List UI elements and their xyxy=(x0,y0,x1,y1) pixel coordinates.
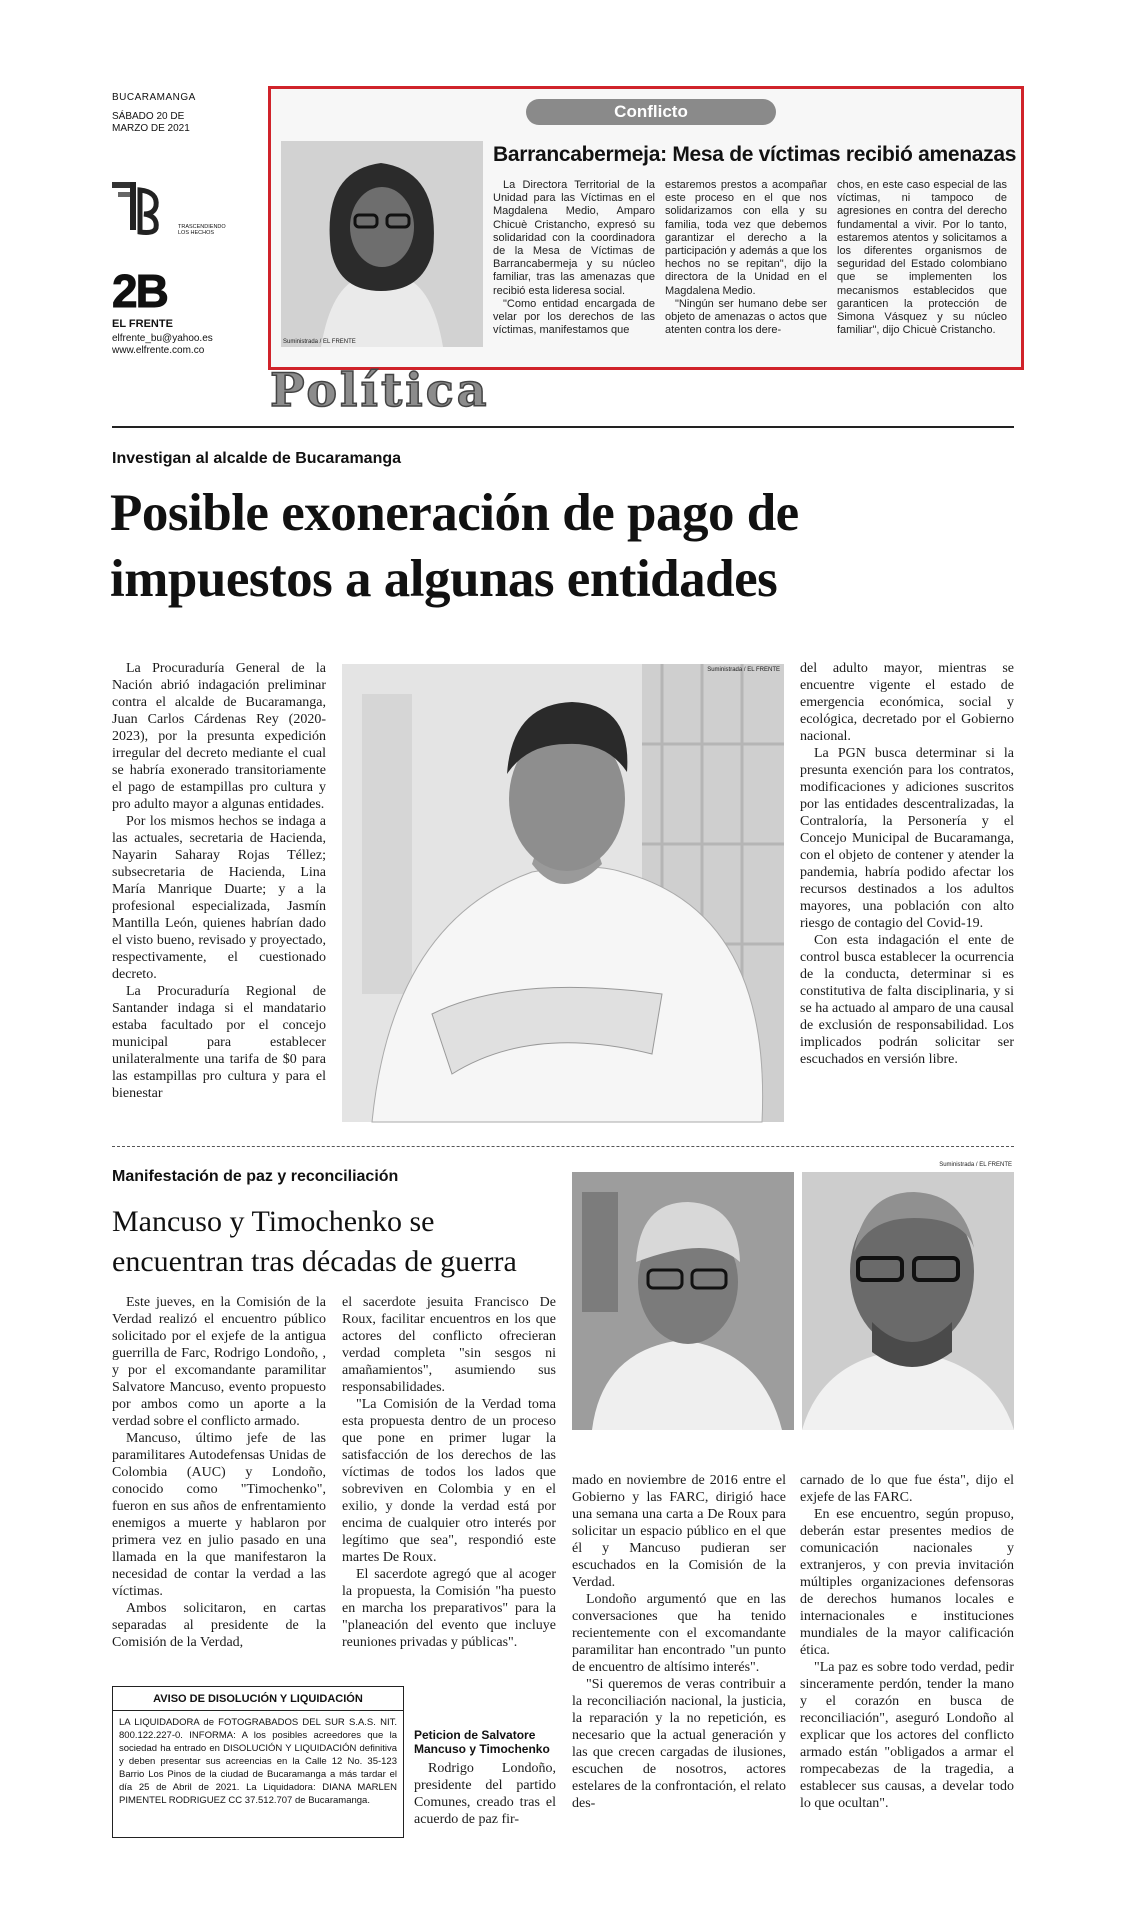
mayor-photo xyxy=(342,664,784,1122)
notice-body: LA LIQUIDADORA de FOTOGRABADOS DEL SUR S.A.S. NIT. 800.122.227-0. INFORMA: A los posibles acreedores que la sociedad ha entrado en DISOLUCIÓN Y LIQUIDACIÓN definitiva y deben presentar sus acreencias en la Calle 12 No. 35-123 Barrio Los Pinos de la ciudad de Bucaramanga a más tardar el día 25 de Abril de 2021. La Liquidadora: DIANA MARLEN PIMENTEL RODRIGUEZ CC 37.512.707 de Bucaramanga. xyxy=(119,1717,397,1806)
article2-col-1 xyxy=(112,1294,326,1651)
article2-col-2 xyxy=(342,1294,556,1651)
article2-paragraph: Rodrigo Londoño, presidente del partido Comunes, creado tras el acuerdo de paz fir- xyxy=(414,1761,556,1827)
victim-photo xyxy=(281,141,483,347)
logo-tagline: TRASCENDIENDO LOS HECHOS xyxy=(178,224,226,236)
notice-title: AVISO DE DISOLUCIÓN Y LIQUIDACIÓN xyxy=(113,1687,403,1711)
article2-paragraph: Este jueves, en la Comisión de la Verdad realizó el encuentro público solicitado por el exjefe de la antigua guerrilla de Farc, Rodrigo Londoño, , y por el excomandante paramilitar Salvatore Mancuso, evento propuesto por ambos como un aporte a la verdad sobre el conflicto armado. xyxy=(112,1295,326,1429)
article2-paragraph: Ambos solicitaron, en cartas separadas al presidente de la Comisión de la Verdad, xyxy=(112,1601,326,1650)
person-photo-icon xyxy=(572,1172,794,1430)
article1-paragraph: Con esta indagación el ente de control busca establecer la ocurrencia de la conducta, determinar si es constitutiva de falta disciplinaria, y si se ha actuado al amparo de una causal de exclusión de responsabilidad. Los implicados podrán solicitar ser escuchados en versión libre. xyxy=(800,933,1014,1067)
conflict-headline: Barrancabermeja: Mesa de víctimas recibió amenazas xyxy=(493,143,1017,166)
timochenko-photo xyxy=(572,1172,794,1430)
conflict-col-1 xyxy=(493,179,655,337)
conflict-col-3 xyxy=(837,179,1007,337)
article2-paragraph: Mancuso, último jefe de las paramilitares Autodefensas Unidas de Colombia (AUC) y Londoño, conocido como "Timochenko", fueron en sus años de enfrentamiento enemigos a muerte y hablaron por primera vez en julio pasado en una llamada en la que manifestaron la necesidad de contar la verdad a las víctimas. xyxy=(112,1431,326,1599)
newspaper-logo xyxy=(112,178,242,238)
article2-paragraph: el sacerdote jesuita Francisco De Roux, facilitar encuentros en los que actores del conflicto ofrecieran verdad completa "sin sesgos ni amañamientos", asumiendo sus responsabilidades. xyxy=(342,1295,556,1395)
article2-paragraph: Londoño argumentó que en las conversaciones que ha tenido recientemente con el excomandante paramilitar han encontrado "un punto de encuentro de altísimo interés". xyxy=(572,1592,786,1675)
article2-paragraph: "La Comisión de la Verdad toma esta propuesta dentro de un proceso que pone en primer lugar la satisfacción de los derechos de las víctimas de todos los lados que sobreviven en Colombia y en el exilio, y donde la verdad está por encima de cualquier otro interés por legítimo que sea", respondió este martes De Roux. xyxy=(342,1397,556,1565)
conflict-box xyxy=(268,86,1024,370)
article1-paragraph: del adulto mayor, mientras se encuentre vigente el estado de emergencia económica, social y ecológica, decretado por el Gobierno nacional. xyxy=(800,661,1014,744)
masthead xyxy=(112,92,262,135)
article2-col-3 xyxy=(572,1472,786,1812)
person-photo-icon xyxy=(342,664,784,1122)
article1-paragraph: La Procuraduría Regional de Santander indaga si el mandatario estaba facultado por el concejo municipal para establecer unilateralmente una tarifa de $0 para las estampillas pro cultura y para el bienestar xyxy=(112,984,326,1101)
article2-kicker: Manifestación de paz y reconciliación xyxy=(112,1168,399,1185)
article2-paragraph: "Si queremos de veras contribuir a la reconciliación nacional, la justicia, la reparación y la no repetición, es necesario que la actual generación y las que crecen cargadas de ilusiones, escuchen de nosotros, actores estelares de la confrontación, el relato des- xyxy=(572,1677,786,1811)
mancuso-photo xyxy=(802,1162,1014,1430)
conflict-paragraph: "Como entidad encargada de velar por los derechos de las víctimas, manifestamos que xyxy=(493,297,655,337)
conflict-paragraph: estaremos prestos a acompañar este proceso en el que nos solidarizamos con ella y su familia, toda vez que debemos garantizar el derecho a la participación y además a que los hechos no se repitan", dijo la directora de la Unidad en el Magdalena Medio. xyxy=(665,179,827,297)
article2-paragraph: En ese encuentro, según propuso, deberán estar presentes medios de comunicación nacionales y extranjeros, y con previa invitación múltiples organizaciones defensoras de derechos humanos locales e internacionales e instituciones mundiales de la mayor calificación ética. xyxy=(800,1507,1014,1658)
masthead-city: BUCARAMANGA xyxy=(112,92,196,103)
article2-col-4 xyxy=(800,1472,1014,1812)
article1-paragraph: La PGN busca determinar si la presunta exención para los contratos, modificaciones y adiciones suscritos por las entidades descentralizadas, la Contraloría, la Personería y el Concejo Municipal de Bucaramanga, con el objeto de contener y atender la pandemia, habría podido afectar los recursos destinados a los adultos mayores, una población con alto riesgo de contagio del Covid-19. xyxy=(800,746,1014,931)
article2-paragraph: mado en noviembre de 2016 entre el Gobierno y las FARC, dirigió hace una semana una carta a De Roux para solicitar un espacio público en el que él y Mancuso pudieran ser escuchados en la Comisión de la Verdad. xyxy=(572,1473,786,1590)
article2-col-2b xyxy=(414,1760,556,1828)
article1-col-1 xyxy=(112,660,326,1102)
article2-paragraph: El sacerdote agregó que al acoger la propuesta, la Comisión "ha puesto en marcha los preparativos" para la "planeación del evento que incluye reuniones privadas y públicas". xyxy=(342,1567,556,1650)
liquidation-notice xyxy=(112,1686,404,1838)
person-photo-icon xyxy=(281,141,483,347)
conflict-paragraph: "Ningún ser humano debe ser objeto de amenazas o actos que atenten contra los dere- xyxy=(665,297,827,337)
person-photo-icon xyxy=(802,1172,1014,1430)
contact-email: elfrente_bu@yahoo.es xyxy=(112,333,213,344)
conflict-paragraph: La Directora Territorial de la Unidad para las Víctimas en el Magdalena Medio, Amparo Chicuè Cristancho, expresó su solidaridad con la coordinadora de la Mesa de Víctimas de Barrancabermeja y su núcleo familiar, tras las amenazas que recibió esta lideresa social. xyxy=(493,179,655,297)
article1-paragraph: La Procuraduría General de la Nación abrió indagación preliminar contra el alcalde de Bucaramanga, Juan Carlos Cárdenas Rey (2020-2023), por la presunta expedición irregular del decreto mediante el cual se habría exonerado transitoriamente el pago de estampillas pro cultura y pro adulto mayor a algunas entidades. xyxy=(112,661,326,812)
article1-paragraph: Por los mismos hechos se indaga a las actuales, secretaria de Hacienda, Nayarin Saharay Rojas Téllez; subsecretaria de Hacienda, Lina María Manrique Duarte; y a la profesional especializada, Jasmín Mantilla León, quienes habrían dado el visto bueno, revisado y proyectado, respectivamente, el cuestionado decreto. xyxy=(112,814,326,982)
article2-paragraph: carnado de lo que fue ésta", dijo el exjefe de las FARC. xyxy=(800,1473,1014,1505)
contact-website: www.elfrente.com.co xyxy=(112,345,205,356)
conflict-col-2 xyxy=(665,179,827,337)
article1-kicker: Investigan al alcalde de Bucaramanga xyxy=(112,450,402,467)
conflict-photo-credit: Suministrada / EL FRENTE xyxy=(283,339,356,345)
conflict-paragraph: chos, en este caso especial de las víctimas, ni tampoco de agresiones en contra del derecho fundamental a vivir. Por lo tanto, estaremos atentos y solicitamos a los diferentes organismos de seguridad del Estado colombiano que se implementen los mecanismos establecidos que garanticen la protección de Simona Vásquez y su núcleo familiar", dijo Chicuè Cristancho. xyxy=(837,179,1007,337)
article1-col-2 xyxy=(800,660,1014,1068)
article2-photo-credit: Suministrada / EL FRENTE xyxy=(939,1162,1012,1168)
section-title: Política xyxy=(270,363,490,417)
article2-subheading: Peticion de Salvatore Mancuso y Timochenko xyxy=(414,1728,550,1756)
article1-photo-credit: Suministrada / EL FRENTE xyxy=(707,667,780,673)
paper-name: EL FRENTE xyxy=(112,318,173,330)
article2-paragraph: "La paz es sobre todo verdad, pedir sinceramente perdón, tender la mano y el corazón en busca de reconciliación", aseguró Londoño al explicar que los actores del conflicto armado están "obligados a armar el rompecabezas de la tragedia, a establecer sus causas, a develar todo lo que ocultan". xyxy=(800,1660,1014,1811)
article-divider xyxy=(112,1146,1014,1147)
conflict-tag: Conflicto xyxy=(526,99,776,125)
masthead-date: SÁBADO 20 DE MARZO DE 2021 xyxy=(112,111,190,134)
article2-headline: Mancuso y Timochenko se encuentran tras décadas de guerra xyxy=(112,1205,517,1278)
section-code: 2B xyxy=(112,265,167,317)
article1-headline: Posible exoneración de pago de impuestos a algunas entidades xyxy=(110,484,799,608)
section-rule xyxy=(112,426,1014,428)
